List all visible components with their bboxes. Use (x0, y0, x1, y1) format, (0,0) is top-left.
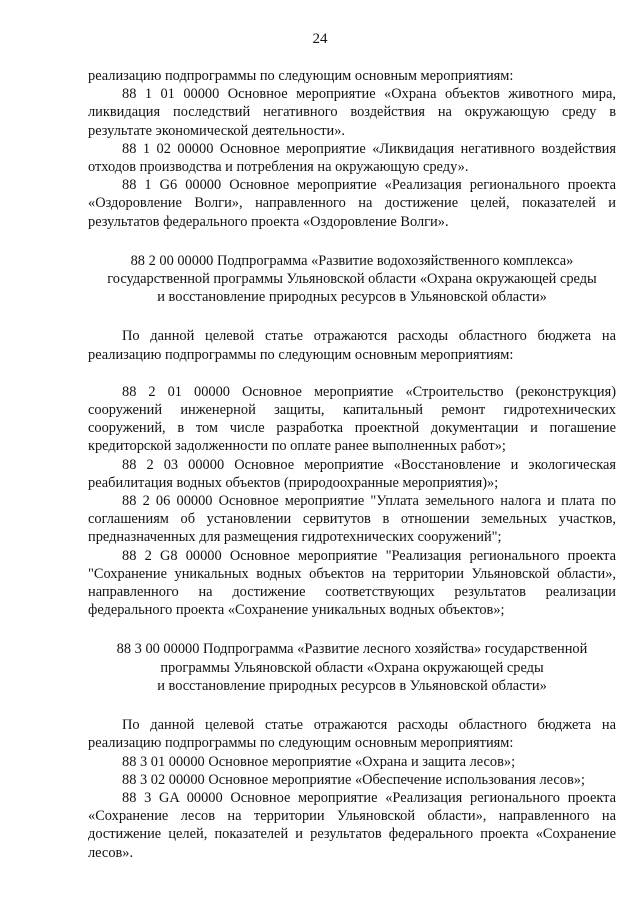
paragraph-continuation: реализацию подпрограммы по следующим основным мероприятиям: (88, 68, 514, 84)
list-item: 88 2 G8 00000 Основное мероприятие "Реализация регионального проекта "Сохранение уникальных водных объектов на территории Ульяновской области», направленного на достижение соответствующих результатов реализации федерального проекта «Сохранение уникальных водных объектов»; (88, 547, 616, 619)
section-intro: По данной целевой статье отражаются расходы областного бюджета на реализацию подпрограммы по следующим основным мероприятиям: (88, 328, 616, 363)
list-item: 88 2 01 00000 Основное мероприятие «Строительство (реконструкция) сооружений инженерной защиты, капитальный ремонт гидротехнических сооружений, в том числе разработка проектной документации и погашение кредиторской задолженности по оплате ранее выполненных работ»; (88, 383, 616, 455)
heading-line: программы Ульяновской области «Охрана окружающей среды (160, 659, 544, 676)
list-item: 88 2 06 00000 Основное мероприятие "Уплата земельного налога и плата по соглашениям об установлении сервитутов в отношении земельных участков, предназначенных для размещения гидротехнических сооружений"; (88, 493, 616, 546)
list-item: 88 1 G6 00000 Основное мероприятие «Реализация регионального проекта «Оздоровление Волги», направленного на достижение целей, показателей и результатов федерального проекта «Оздоровление Волги». (88, 177, 616, 230)
list-item: 88 1 02 00000 Основное мероприятие «Ликвидация негативного воздействия отходов производства и потребления на окружающую среду». (88, 140, 616, 176)
heading-line: государственной программы Ульяновской области «Охрана окружающей среды (107, 271, 597, 288)
list-item: 88 3 01 00000 Основное мероприятие «Охрана и защита лесов»; (122, 753, 516, 770)
list-item: 88 2 03 00000 Основное мероприятие «Восстановление и экологическая реабилитация водных объектов (природоохранные мероприятия)»; (88, 456, 616, 491)
section-heading (88, 252, 616, 307)
list-item: 88 1 01 00000 Основное мероприятие «Охрана объектов животного мира, ликвидация последствий негативного воздействия на окружающую среду в результате экономической деятельности». (88, 86, 616, 139)
heading-line: 88 3 00 00000 Подпрограмма «Развитие лесного хозяйства» государственной (116, 641, 588, 658)
document-body (88, 67, 616, 862)
list-item: 88 3 GA 00000 Основное мероприятие «Реализация регионального проекта «Сохранение лесов на территории Ульяновской области», направленного на достижение целей, показателей и результатов федерального проекта «Сохранение лесов». (88, 789, 616, 861)
heading-line: и восстановление природных ресурсов в Ульяновской области» (157, 289, 547, 306)
list-item: 88 3 02 00000 Основное мероприятие «Обеспечение использования лесов»; (122, 771, 585, 788)
section-heading (88, 640, 616, 695)
heading-line: и восстановление природных ресурсов в Ульяновской области» (157, 677, 547, 694)
section-intro: По данной целевой статье отражаются расходы областного бюджета на реализацию подпрограммы по следующим основным мероприятиям: (88, 717, 616, 752)
heading-line: 88 2 00 00000 Подпрограмма «Развитие водохозяйственного комплекса» (130, 252, 574, 269)
page-number: 24 (312, 31, 328, 47)
